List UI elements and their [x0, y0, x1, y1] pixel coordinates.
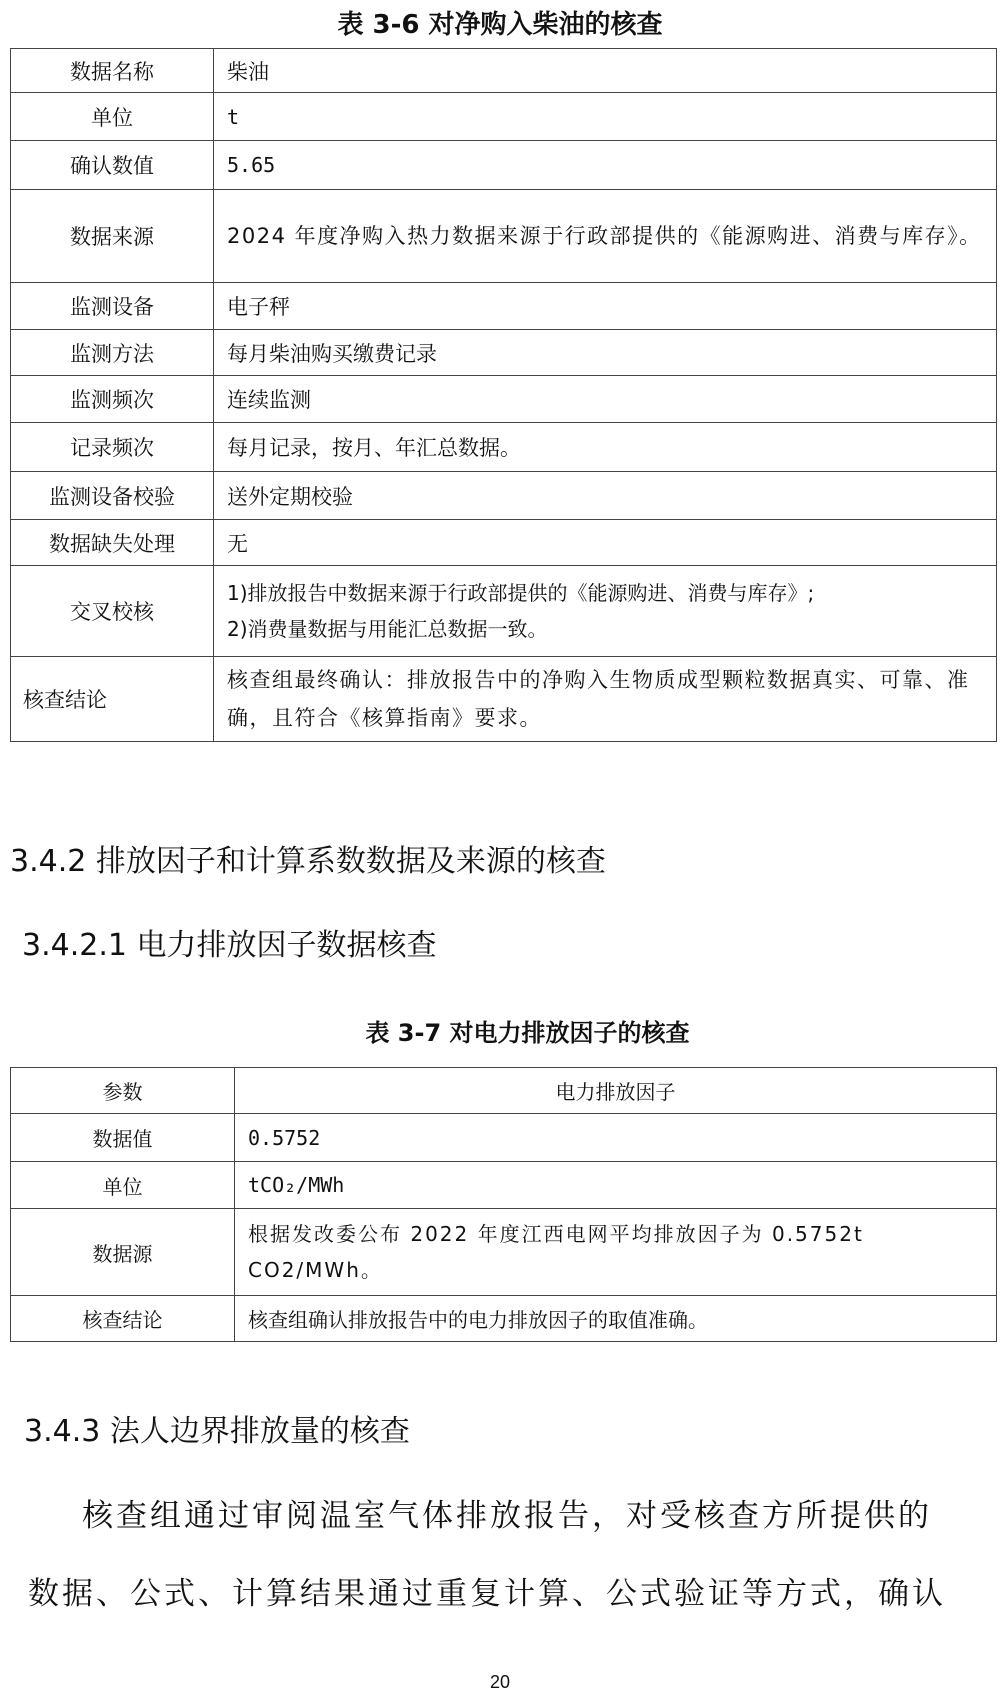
- table2: [10, 1067, 997, 1342]
- row-value: 每月柴油购买缴费记录: [214, 330, 997, 376]
- row-key: 单位: [11, 93, 214, 141]
- row-key: 记录频次: [11, 423, 214, 472]
- page-number: 20: [489, 1672, 511, 1692]
- table-row: [11, 93, 997, 141]
- table-row: [11, 141, 997, 190]
- header-key: 参数: [11, 1068, 235, 1114]
- row-value: 0.5752: [235, 1114, 997, 1162]
- table-row: [11, 330, 997, 376]
- row-key: 数据缺失处理: [11, 520, 214, 566]
- row-key: 核查结论: [11, 657, 214, 742]
- table-row: [11, 1209, 997, 1296]
- row-value: 核查组最终确认：排放报告中的净购入生物质成型颗粒数据真实、可靠、准确，且符合《核算指南》要求。: [214, 657, 997, 742]
- row-key: 数据名称: [11, 49, 214, 93]
- body-paragraph-line: 核查组通过审阅温室气体排放报告，对受核查方所提供的: [82, 1498, 932, 1534]
- table2-caption: 表 3-7 对电力排放因子的核查: [365, 1019, 690, 1047]
- subsection-heading: 3.4.2.1 电力排放因子数据核查: [22, 928, 437, 963]
- header-value: 电力排放因子: [235, 1068, 997, 1114]
- row-value: 电子秤: [214, 283, 997, 330]
- table-row: [11, 376, 997, 423]
- row-key: 数据源: [11, 1209, 235, 1296]
- row-key: 确认数值: [11, 141, 214, 190]
- table-row: [11, 283, 997, 330]
- row-value: 5.65: [214, 141, 997, 190]
- table-row: [11, 472, 997, 520]
- cross-check-line-2: 2)消费量数据与用能汇总数据一致。: [227, 617, 548, 641]
- table-row: [11, 566, 997, 657]
- section-heading: 3.4.2 排放因子和计算系数数据及来源的核查: [10, 844, 606, 879]
- row-key: 核查结论: [11, 1296, 235, 1342]
- table-row: [11, 190, 997, 283]
- row-value: 2024 年度净购入热力数据来源于行政部提供的《能源购进、消费与库存》。: [214, 190, 997, 283]
- table-row: [11, 1296, 997, 1342]
- table-row: [11, 657, 997, 742]
- row-key: 监测方法: [11, 330, 214, 376]
- row-value: [214, 566, 997, 657]
- table-row: [11, 1162, 997, 1209]
- row-value: 柴油: [214, 49, 997, 93]
- table-row: [11, 49, 997, 93]
- row-value: 每月记录，按月、年汇总数据。: [214, 423, 997, 472]
- row-key: 单位: [11, 1162, 235, 1209]
- row-value: tCO₂/MWh: [235, 1162, 997, 1209]
- row-key: 数据来源: [11, 190, 214, 283]
- table-row: [11, 423, 997, 472]
- body-paragraph-line: 数据、公式、计算结果通过重复计算、公式验证等方式，确认: [28, 1576, 946, 1612]
- section-heading: 3.4.3 法人边界排放量的核查: [24, 1414, 410, 1449]
- row-key: 监测频次: [11, 376, 214, 423]
- row-key: 监测设备: [11, 283, 214, 330]
- cross-check-line-1: 1)排放报告中数据来源于行政部提供的《能源购进、消费与库存》;: [227, 581, 815, 605]
- row-key: 数据值: [11, 1114, 235, 1162]
- row-value: 送外定期校验: [214, 472, 997, 520]
- table1-caption: 表 3-6 对净购入柴油的核查: [337, 10, 663, 40]
- table-row: [11, 1114, 997, 1162]
- row-value: 无: [214, 520, 997, 566]
- table-row: [11, 1068, 997, 1114]
- row-value: 根据发改委公布 2022 年度江西电网平均排放因子为 0.5752t CO2/MWh。: [235, 1209, 997, 1296]
- table1: [10, 48, 997, 742]
- row-value: 核查组确认排放报告中的电力排放因子的取值准确。: [235, 1296, 997, 1342]
- row-value: 连续监测: [214, 376, 997, 423]
- row-key: 交叉校核: [11, 566, 214, 657]
- row-value: t: [214, 93, 997, 141]
- table-row: [11, 520, 997, 566]
- row-key: 监测设备校验: [11, 472, 214, 520]
